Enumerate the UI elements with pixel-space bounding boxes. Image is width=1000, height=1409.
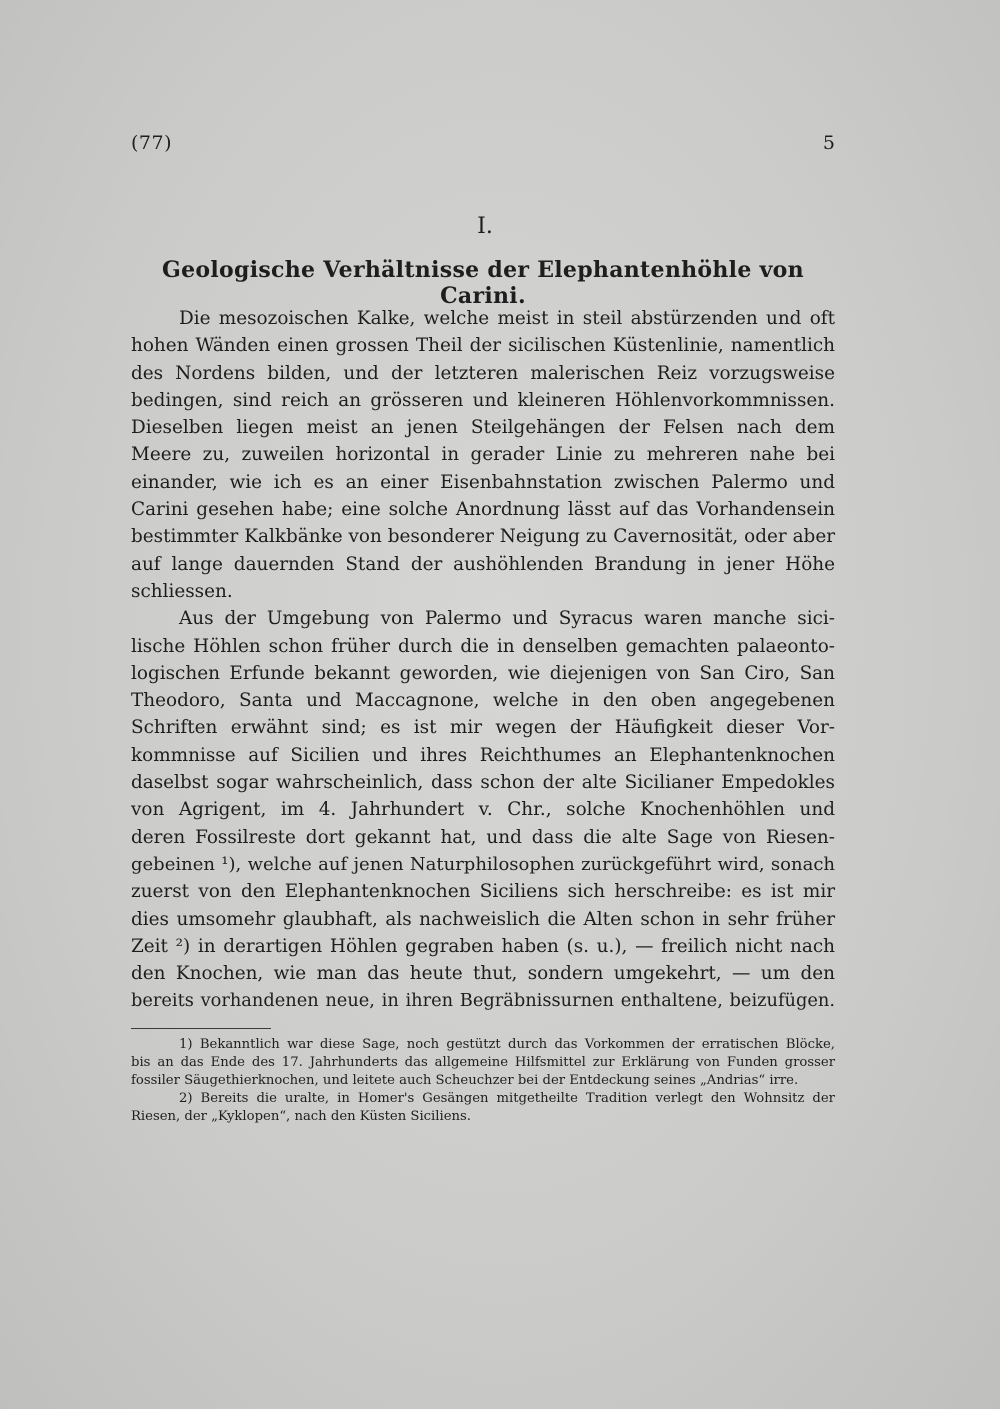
body-line: schliessen. [131,580,233,602]
body-line: gebeinen ¹), welche auf jenen Naturphilosophen zurückgeführt wird, sonach [131,853,835,875]
body-line: hohen Wänden einen grossen Theil der sicilischen Küstenlinie, namentlich [131,335,835,357]
page-reference: (77) [131,132,173,154]
footnote-line: fossiler Säugethierknochen, und leitete auch Scheuchzer bei der Entdeckung seines „Andrias“ irre. [131,1073,799,1088]
footnote-line: 2) Bereits die uralte, in Homer's Gesängen mitgetheilte Tradition verlegt den Wohnsitz der [179,1091,835,1106]
footnote-divider [131,1028,271,1029]
body-line: bereits vorhandenen neue, in ihren Begräbnissurnen enthaltene, beizufügen. [131,990,835,1012]
body-line: deren Fossilreste dort gekannt hat, und dass die alte Sage von Riesen- [131,826,835,848]
body-line: Meere zu, zuweilen horizontal in gerader Linie zu mehreren nahe bei [131,444,835,466]
running-head [131,132,835,156]
footnote-line: Riesen, der „Kyklopen“, nach den Küsten Siciliens. [131,1109,471,1124]
body-line: logischen Erfunde bekannt geworden, wie diejenigen von San Ciro, San [131,662,835,684]
body-text [131,305,835,1015]
footnote-line: bis an das Ende des 17. Jahrhunderts das allgemeine Hilfsmittel zur Erklärung von Funden grosser [131,1055,835,1070]
body-line: kommnisse auf Sicilien und ihres Reichthumes an Elephantenknochen [131,744,835,766]
body-line: den Knochen, wie man das heute thut, sondern umgekehrt, — um den [131,963,835,985]
section-number: I. [477,214,493,239]
body-line: lische Höhlen schon früher durch die in denselben gemachten palaeonto- [131,635,835,657]
body-line: Schriften erwähnt sind; es ist mir wegen der Häufigkeit dieser Vor- [131,717,835,739]
body-line: bedingen, sind reich an grösseren und kleineren Höhlenvorkommnissen. [131,389,835,411]
footnote-line: 1) Bekanntlich war diese Sage, noch gestützt durch das Vorkommen der erratischen Blöcke, [179,1037,835,1052]
body-line: Die mesozoischen Kalke, welche meist in steil abstürzenden und oft [179,308,835,329]
body-line: Theodoro, Santa und Maccagnone, welche in den oben angegebenen [131,690,835,712]
body-line: zuerst von den Elephantenknochen Siciliens sich herschreibe: es ist mir [131,881,835,903]
body-line: einander, wie ich es an einer Eisenbahnstation zwischen Palermo und [131,471,835,493]
section-title: Geologische Verhältnisse der Elephantenhöhle von Carini. [162,257,804,309]
body-line: Aus der Umgebung von Palermo und Syracus waren manche sici- [179,608,835,630]
body-line: von Agrigent, im 4. Jahrhundert v. Chr., solche Knochenhöhlen und [131,799,835,821]
body-line: des Nordens bilden, und der letzteren malerischen Reiz vorzugsweise [131,362,835,384]
page-number: 5 [822,132,835,154]
body-line: bestimmter Kalkbänke von besonderer Neigung zu Cavernosität, oder aber [131,526,835,548]
body-line: Dieselben liegen meist an jenen Steilgehängen der Felsen nach dem [131,417,835,439]
footnotes [131,1036,835,1126]
body-line: Zeit ²) in derartigen Höhlen gegraben haben (s. u.), — freilich nicht nach [131,935,835,957]
body-line: dies umsomehr glaubhaft, als nachweislich die Alten schon in sehr früher [131,908,835,930]
body-line: daselbst sogar wahrscheinlich, dass schon der alte Sicilianer Empedokles [131,772,835,794]
body-line: auf lange dauernden Stand der aushöhlenden Brandung in jener Höhe [131,553,835,575]
body-line: Carini gesehen habe; eine solche Anordnung lässt auf das Vorhandensein [131,499,835,521]
